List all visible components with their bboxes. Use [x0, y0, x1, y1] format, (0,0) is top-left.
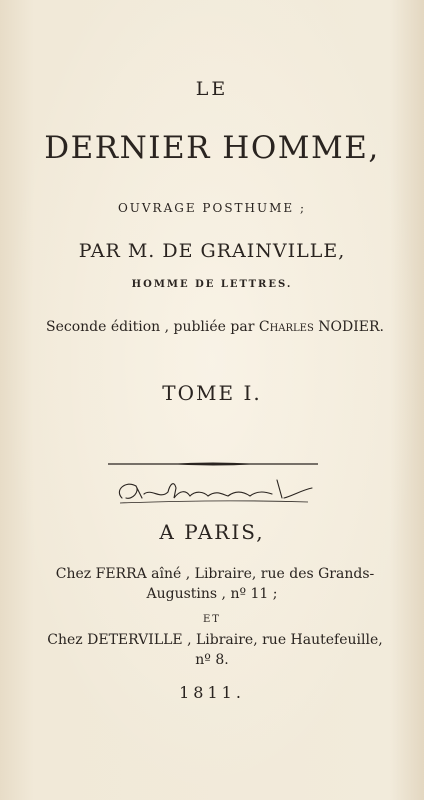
editor-last-name: NODIER.	[318, 319, 384, 335]
imprint-city: A PARIS,	[159, 520, 265, 544]
volume-label: TOME I.	[162, 381, 262, 405]
edition-prefix: Seconde édition , publiée par	[46, 319, 259, 335]
edition-line	[6, 319, 424, 335]
handwritten-signature	[112, 470, 322, 510]
title-article: LE	[195, 78, 229, 100]
publisher2-line2: nº 8.	[195, 652, 229, 668]
publisher2-line1: Chez DETERVILLE , Libraire, rue Hautefeuille,	[47, 632, 383, 648]
editor-first-name: Charles	[258, 319, 314, 335]
ornamental-rule	[108, 462, 318, 466]
book-subtitle: OUVRAGE POSTHUME ;	[117, 201, 307, 215]
author-line: PAR M. DE GRAINVILLE,	[78, 240, 346, 262]
signature-text: Atheuée	[214, 496, 220, 497]
author-role: HOMME DE LETTRES.	[131, 279, 293, 290]
publisher1-line1: Chez FERRA aîné , Libraire, rue des Grands-	[55, 566, 375, 582]
book-title: DERNIER HOMME,	[44, 130, 380, 166]
publisher1-line2: Augustins , nº 11 ;	[146, 586, 278, 602]
imprint-connector: ET	[203, 614, 221, 625]
publication-year: 1811.	[179, 683, 245, 702]
